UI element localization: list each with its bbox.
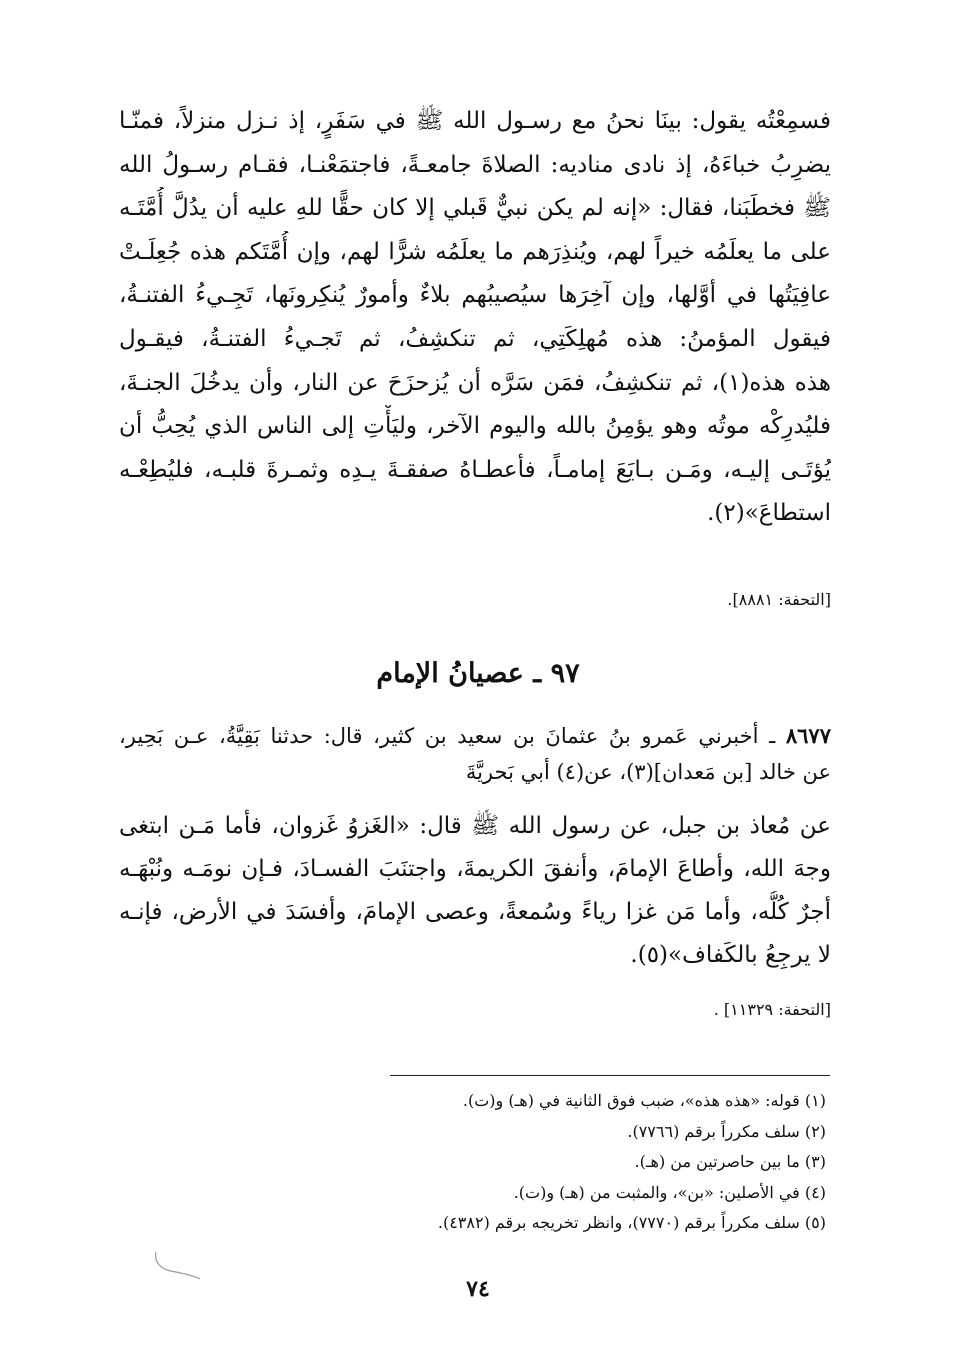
footnote: (٣) ما بين حاصرتين من (هـ). bbox=[634, 1152, 826, 1172]
text-line: عن مُعاذ بن جبل، عن رسول الله ﷺ قال: «الغَزوُ غَزوان، فأما مَـن ابتغى bbox=[119, 813, 831, 839]
tuhfa-reference-2: [التحفة: ١١٣٢٩] . bbox=[713, 1000, 831, 1019]
chain-text: ـ أخبرني عَمرو بنُ عثمانَ بن سعيد بن كثير، قال: حدثنا بَقِيَّةُ، عـن بَحِير، bbox=[119, 724, 786, 748]
footnote-divider bbox=[390, 1075, 830, 1076]
text-line: فسمِعْتُه يقول: بينَا نحنُ مع رسـول الله ﷺ في سَفَرٍ، إذ نـزل منزلاً، فمنّـا bbox=[119, 108, 831, 134]
text-line: ﷺ فخطَبَنا، فقال: «إنه لم يكن نبيٌّ قَبلي إلا كان حقًّا للهِ عليه أن يدُلَّ أُمَّتَـه bbox=[119, 195, 831, 222]
footnote: (٢) سلف مكرراً برقم (٧٧٦٦). bbox=[627, 1121, 826, 1141]
footnote: (٤) في الأصلين: «بن»، والمثبت من (هـ) و(ت). bbox=[513, 1182, 826, 1202]
text-line: يُؤتَـى إليـه، ومَـن بـايَعَ إمامـاً، فأعطـاهُ صفقـةَ يـدِه وثمـرةَ قلبـه، فليُطِعْـه bbox=[119, 456, 831, 483]
footnote: (١) قوله: «هذه هذه»، ضبب فوق الثانية في (هـ) و(ت). bbox=[462, 1091, 826, 1110]
text-line: أجرٌ كُلُّه، وأما مَن غزا رياءً وسُمعةً، وعصى الإمامَ، وأفسَدَ في الأرض، فإنـه bbox=[119, 899, 831, 925]
text-line: هذه هذه(١)، ثم تنكشِفُ، فمَن سَرَّه أن يُزحزَحَ عن النار، وأن يدخُلَ الجنـةَ، bbox=[119, 369, 831, 396]
footnote: (٥) سلف مكرراً برقم (٧٧٧٠)، وانظر تخريجه برقم (٤٣٨٢). bbox=[437, 1213, 826, 1233]
hadith-chain bbox=[119, 718, 831, 790]
text-line: فيقول المؤمنُ: هذه مُهلِكَتِي، ثم تنكشِفُ، ثم تَجـيءُ الفتنـةُ، فيقـول bbox=[119, 325, 831, 352]
text-line: على ما يعلَمُه خيراً لهم، ويُنذِرَهم ما يعلَمُه شرًّا لهم، وإن أُمَّتَكم هذه جُعِلَـتْ bbox=[119, 238, 831, 265]
page-number: ٧٤ bbox=[466, 1276, 490, 1302]
text-line: عن خالد [بن مَعدان](٣)، عن(٤) أبي بَحريَّةَ bbox=[465, 760, 831, 784]
hadith-body bbox=[119, 805, 831, 977]
text-line: وجهَ الله، وأطاعَ الإمامَ، وأنفقَ الكريمةَ، واجتنَبَ الفسـادَ، فـإن نومَـه ونُبْهَـه bbox=[119, 856, 831, 882]
hadith-number: ٨٦٧٧ bbox=[785, 723, 831, 748]
text-line: يضرِبُ خباءَهُ، إذ نادى مناديه: الصلاةَ جامعـةً، فاجتمَعْنـا، فقـام رسـولُ الله bbox=[119, 151, 831, 178]
footnotes bbox=[438, 1086, 826, 1239]
text-line: لا يرجِعُ بالكَفاف»(٥). bbox=[630, 942, 831, 968]
text-line: فليُدرِكْه موتُه وهو يؤمِنُ بالله واليوم الآخر، وليَأْتِ إلى الناس الذي يُحِبُّ أن bbox=[119, 413, 831, 440]
tuhfa-reference-1: [التحفة: ٨٨٨١]. bbox=[727, 590, 831, 609]
text-line: استطاعَ»(٢). bbox=[707, 500, 831, 527]
chapter-heading: ٩٧ ـ عصيانُ الإمام bbox=[376, 658, 580, 689]
text-line bbox=[119, 718, 831, 754]
text-line: عافِيَتُها في أوَّلها، وإن آخِرَها سيُصيبُهم بلاءٌ وأمورٌ يُنكِرونَها، تَجِـيءُ الفتنـةُ، bbox=[119, 282, 831, 309]
paragraph-1 bbox=[119, 100, 831, 536]
